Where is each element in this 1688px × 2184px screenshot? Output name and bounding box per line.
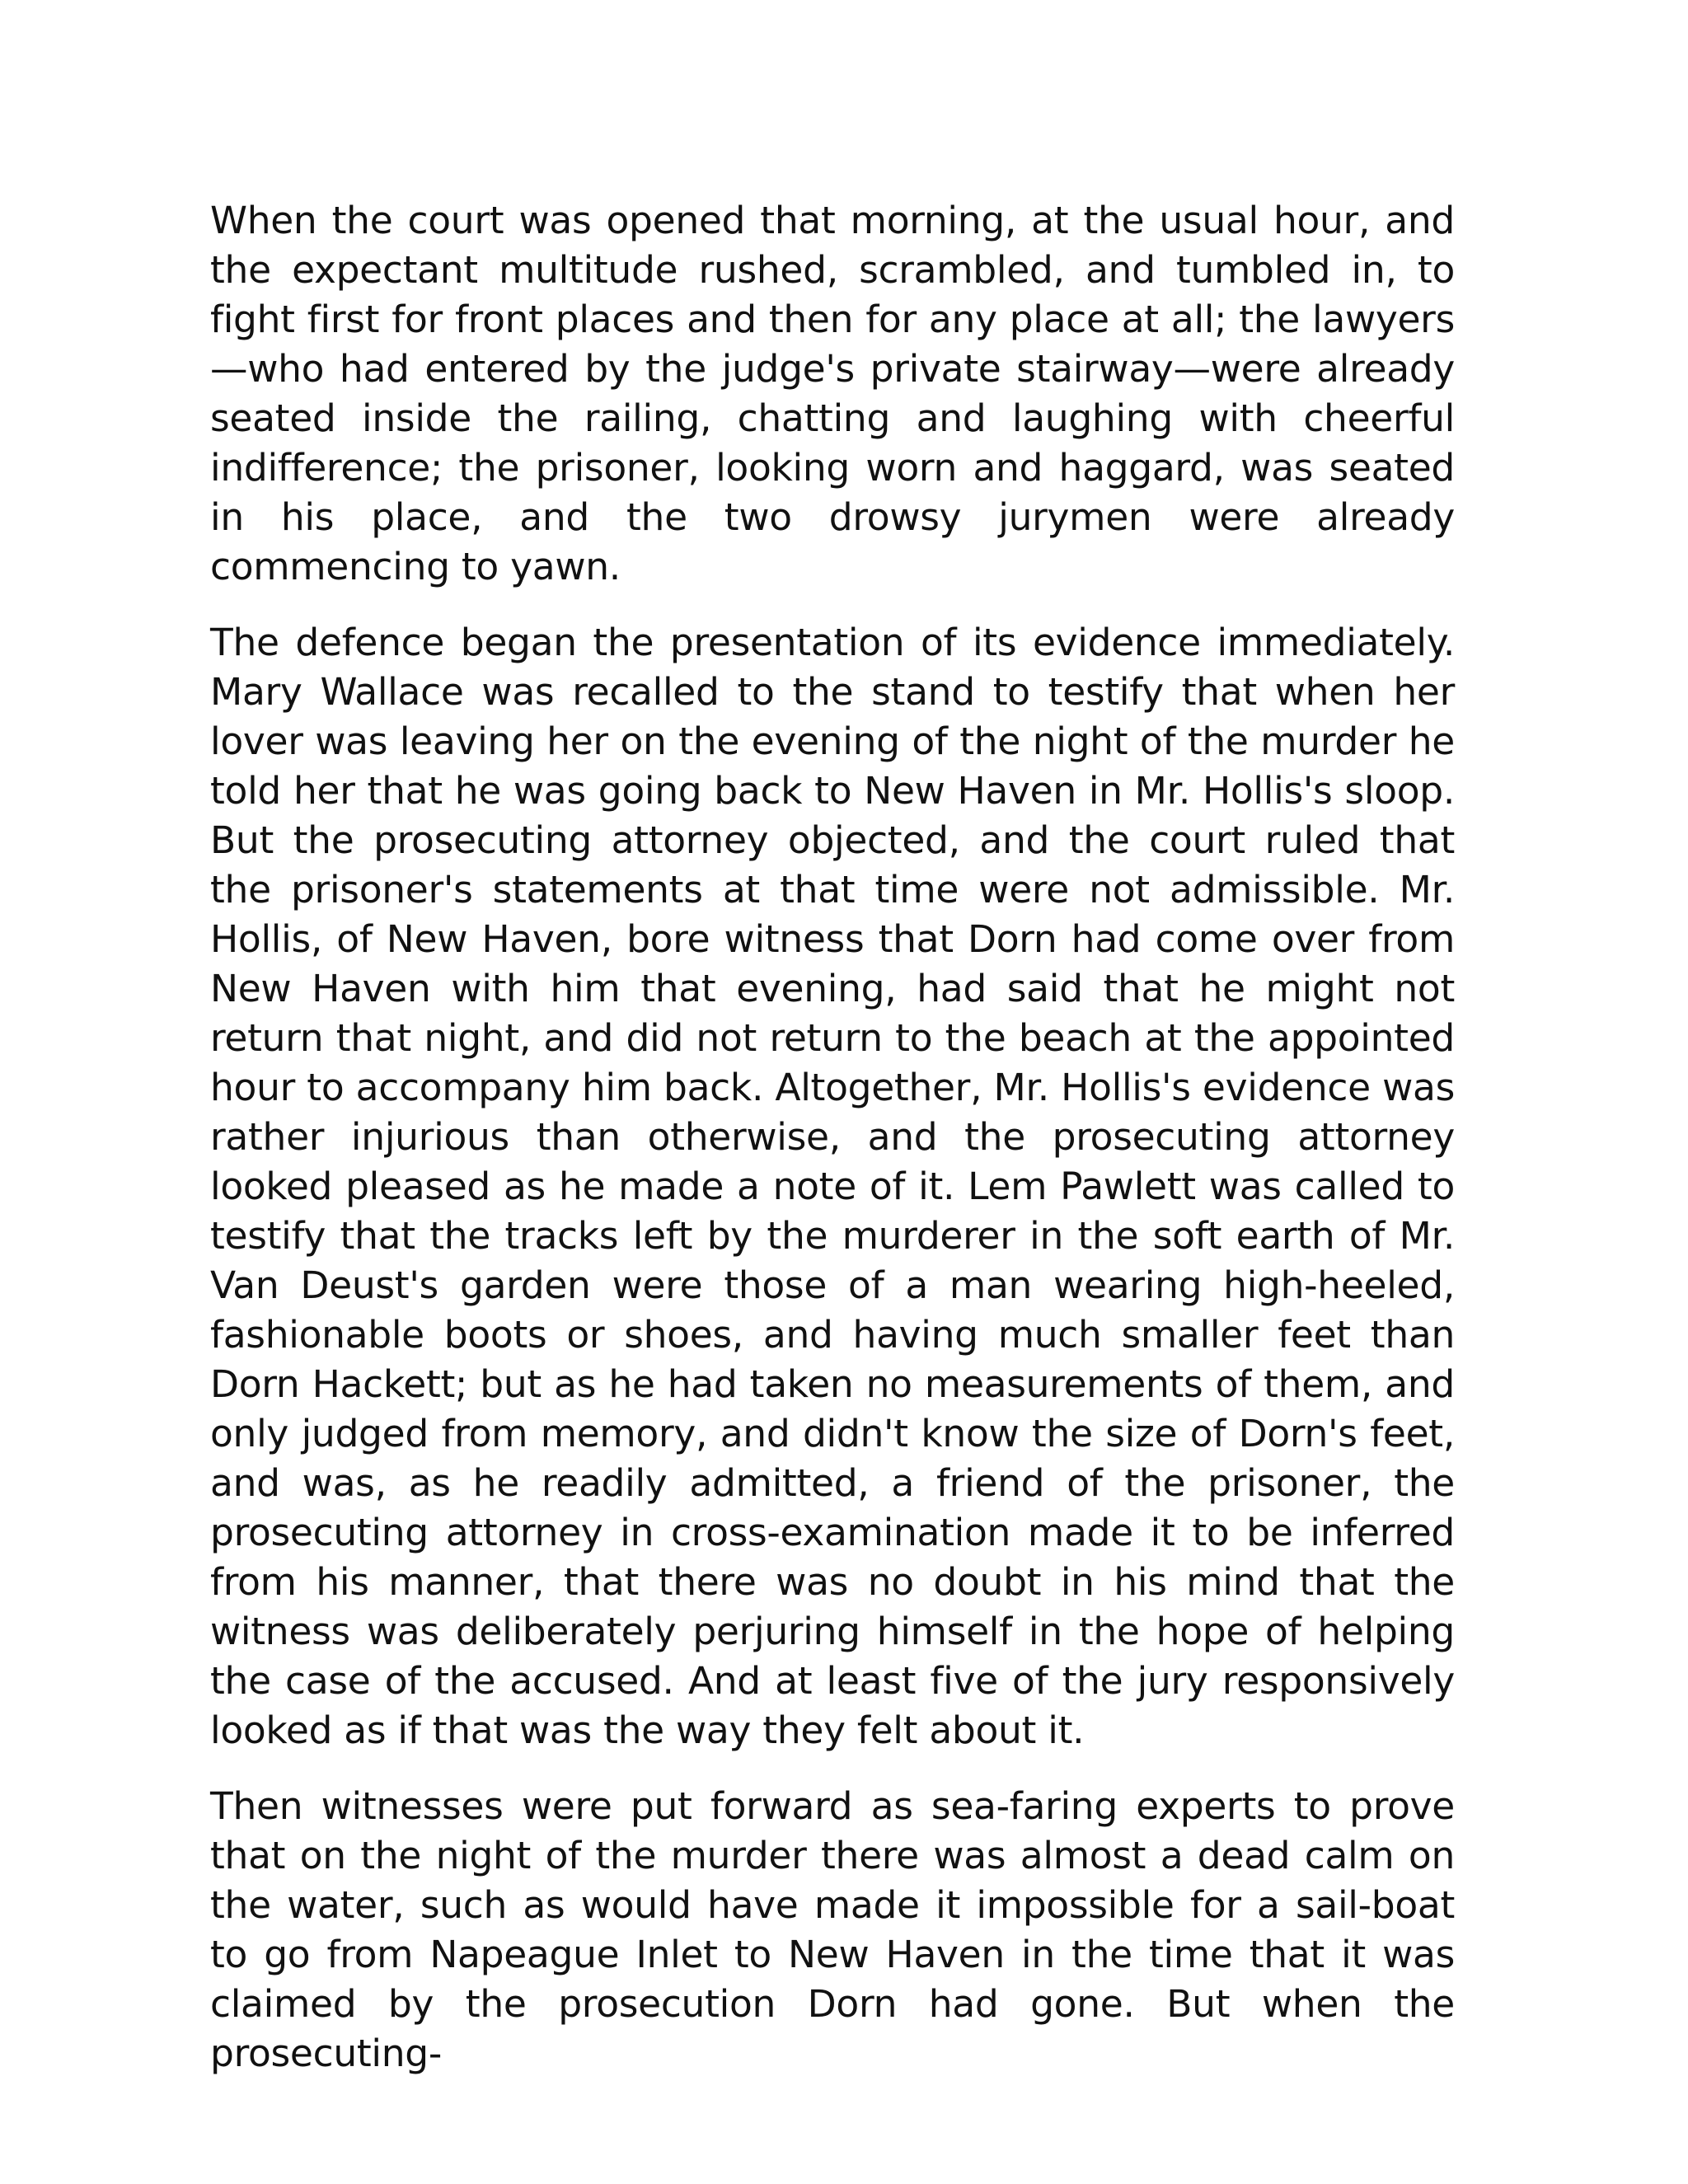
body-text xyxy=(210,196,1455,2079)
paragraph-court-opening: When the court was opened that morning, at the usual hour, and the expectant multitude rushed, scrambled, and tumbled in, to fight first for front places and then for any place at all; the lawyers—who had entered by the judge's private stairway—were already seated inside the railing, chatting and laughing with cheerful indifference; the prisoner, looking worn and haggard, was seated in his place, and the two drowsy jurymen were already commencing to yawn. xyxy=(210,199,1455,588)
paragraph-defence-evidence: The defence began the presentation of its evidence immediately. Mary Wallace was recalled to the stand to testify that when her lover was leaving her on the evening of the night of the murder he told her that he was going back to New Haven in Mr. Hollis's sloop. But the prosecuting attorney objected, and the court ruled that the prisoner's statements at that time were not admissible. Mr. Hollis, of New Haven, bore witness that Dorn had come over from New Haven with him that evening, had said that he might not return that night, and did not return to the beach at the appointed hour to accompany him back. Altogether, Mr. Hollis's evidence was rather injurious than otherwise, and the prosecuting attorney looked pleased as he made a note of it. Lem Pawlett was called to testify that the tracks left by the murderer in the soft earth of Mr. Van Deust's garden were those of a man wearing high-heeled, fashionable boots or shoes, and having much smaller feet than Dorn Hackett; but as he had taken no measurements of them, and only judged from memory, and didn't know the size of Dorn's feet, and was, as he readily admitted, a friend of the prisoner, the prosecuting attorney in cross-examination made it to be inferred from his manner, that there was no doubt in his mind that the witness was deliberately perjuring himself in the hope of helping the case of the accused. And at least five of the jury responsively looked as if that was the way they felt about it. xyxy=(210,621,1455,1752)
paragraph-sea-faring-experts: Then witnesses were put forward as sea-faring experts to prove that on the night of the murder there was almost a dead calm on the water, such as would have made it impossible for a sail-boat to go from Napeague Inlet to New Haven in the time that it was claimed by the prosecution Dorn had gone. But when the prosecuting- xyxy=(210,1784,1455,2075)
